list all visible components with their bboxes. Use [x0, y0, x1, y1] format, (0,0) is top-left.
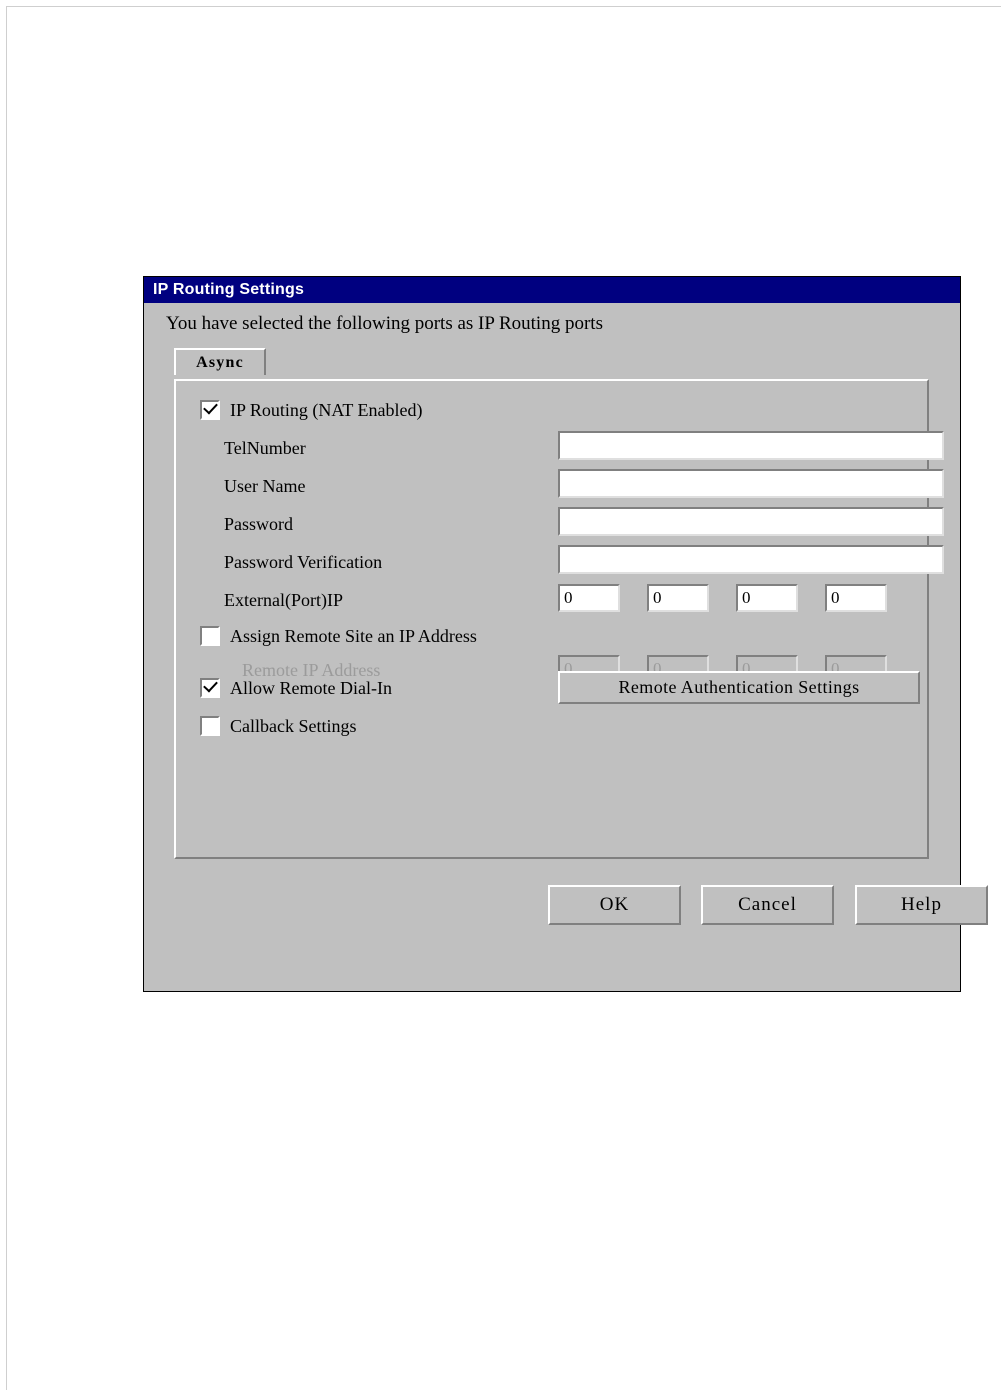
password-input[interactable] [558, 507, 944, 536]
user-name-label: User Name [224, 475, 306, 496]
field-row-external-port-ip [224, 585, 343, 615]
checkbox-assign-remote-ip-label: Assign Remote Site an IP Address [230, 625, 477, 646]
field-row-tel-number [224, 433, 306, 463]
field-row-user-name [224, 471, 305, 501]
remote-authentication-settings-label: Remote Authentication Settings [618, 677, 860, 697]
checkbox-allow-dial-in-label: Allow Remote Dial-In [230, 677, 392, 698]
tabstrip [174, 348, 960, 375]
user-name-input[interactable] [558, 469, 944, 498]
checkbox-row-ip-routing[interactable] [200, 395, 422, 425]
cancel-button[interactable] [701, 885, 834, 925]
remote-ip-address-label: Remote IP Address [242, 659, 381, 680]
tel-number-input[interactable] [558, 431, 944, 460]
field-row-password [224, 509, 293, 539]
dialog-footer [144, 885, 960, 925]
password-label: Password [224, 513, 294, 534]
cancel-button-label: Cancel [738, 894, 797, 915]
dialog-titlebar [144, 277, 960, 303]
dialog-subtitle: You have selected the following ports as IP Routing ports [166, 313, 603, 334]
ok-button-label: OK [599, 894, 630, 915]
tab-async[interactable] [174, 348, 266, 375]
tel-number-label: TelNumber [224, 437, 306, 458]
checkbox-ip-routing-label: IP Routing (NAT Enabled) [230, 399, 423, 420]
password-verification-input[interactable] [558, 545, 944, 574]
checkbox-callback-settings[interactable] [200, 716, 220, 736]
checkbox-row-allow-dial-in[interactable] [200, 673, 392, 703]
checkbox-row-callback[interactable] [200, 711, 356, 741]
remote-authentication-settings-button[interactable] [558, 671, 920, 704]
external-port-ip-label: External(Port)IP [224, 589, 343, 610]
tab-panel-async [174, 379, 929, 859]
dialog-title: IP Routing Settings [153, 281, 305, 298]
ip-routing-settings-dialog [143, 276, 961, 992]
password-verification-label: Password Verification [224, 551, 383, 572]
help-button-label: Help [901, 894, 942, 915]
external-ip-octet-2[interactable] [647, 584, 709, 612]
checkbox-allow-dial-in[interactable] [200, 678, 220, 698]
checkbox-row-assign-remote-ip[interactable] [200, 621, 477, 651]
external-ip-octet-1[interactable] [558, 584, 620, 612]
checkbox-assign-remote-ip[interactable] [200, 626, 220, 646]
tab-async-label: Async [196, 353, 244, 371]
checkbox-callback-settings-label: Callback Settings [230, 715, 357, 736]
external-ip-octet-4[interactable] [825, 584, 887, 612]
external-ip-octet-3[interactable] [736, 584, 798, 612]
help-button[interactable] [855, 885, 988, 925]
ok-button[interactable] [548, 885, 681, 925]
field-row-password-verification [224, 547, 382, 577]
checkbox-ip-routing[interactable] [200, 400, 220, 420]
